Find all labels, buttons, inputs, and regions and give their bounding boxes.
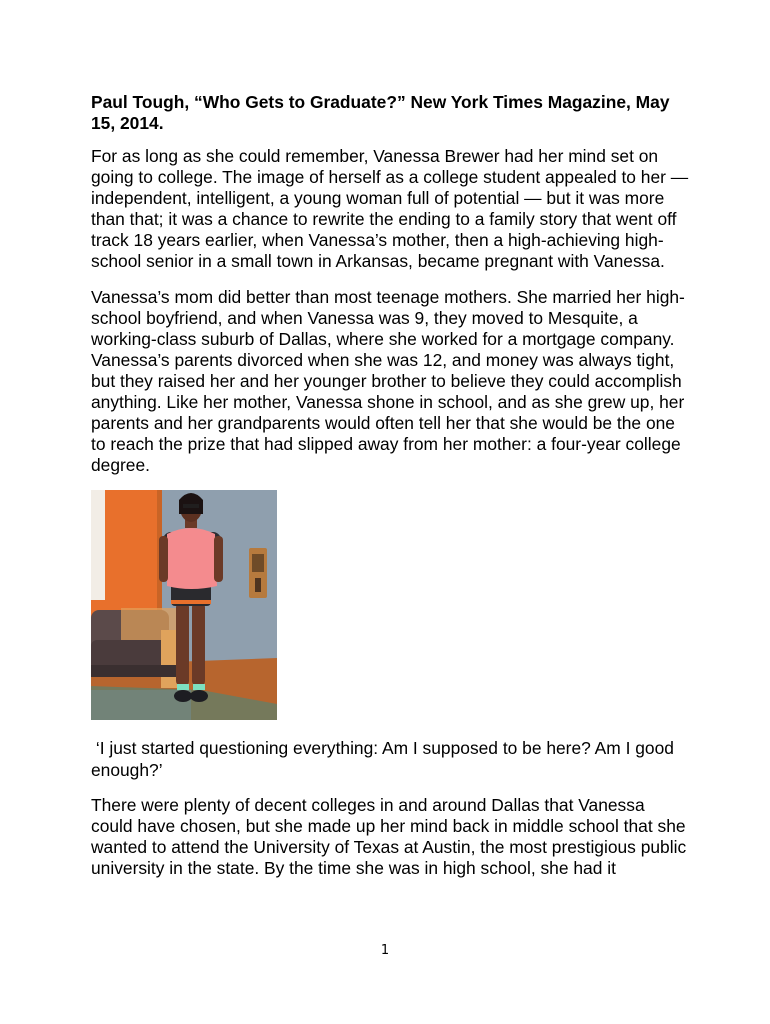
paragraph-2: Vanessa’s mom did better than most teenage mothers. She married her high-school boyfriend, and when Vanessa was 9, they moved to Mesquite, a working-class suburb of Dallas, where she worked for a mortgage company. Vanessa’s parents divorced when she was 12, and money was always tight, but they raised her and her younger brother to believe they could accomplish anything. Like her mother, Vanessa shone in school, and as she grew up, her parents and her grandparents would often tell her that she would be the one to reach the prize that had slipped away from her mother: a four-year college degree. [91,286,685,476]
paragraph-1: For as long as she could remember, Vanessa Brewer had her mind set on going to college. The image of herself as a college student appealed to her — independent, intelligent, a young woman full of potential — but it was more than that; it was a chance to rewrite the ending to a family story that went off track 18 years earlier, when Vanessa’s mother, then a high-achieving high-school senior in a small town in Arkansas, became pregnant with Vanessa. [91,146,689,272]
article-citation-title: Paul Tough, “Who Gets to Graduate?” New York Times Magazine, May 15, 2014. [91,92,670,133]
paragraph-3: There were plenty of decent colleges in and around Dallas that Vanessa could have chosen, but she made up her mind back in middle school that she wanted to attend the University of Texas at Austin, the most prestigious public university in the state. By the time she was in high school, she had it [91,794,687,878]
document-body [91,92,691,893]
photo-caption: ‘I just started questioning everything: Am I supposed to be here? Am I good enough?’ [91,738,674,780]
photo-vanessa-brewer [91,490,277,720]
page-number: 1 [380,943,390,958]
